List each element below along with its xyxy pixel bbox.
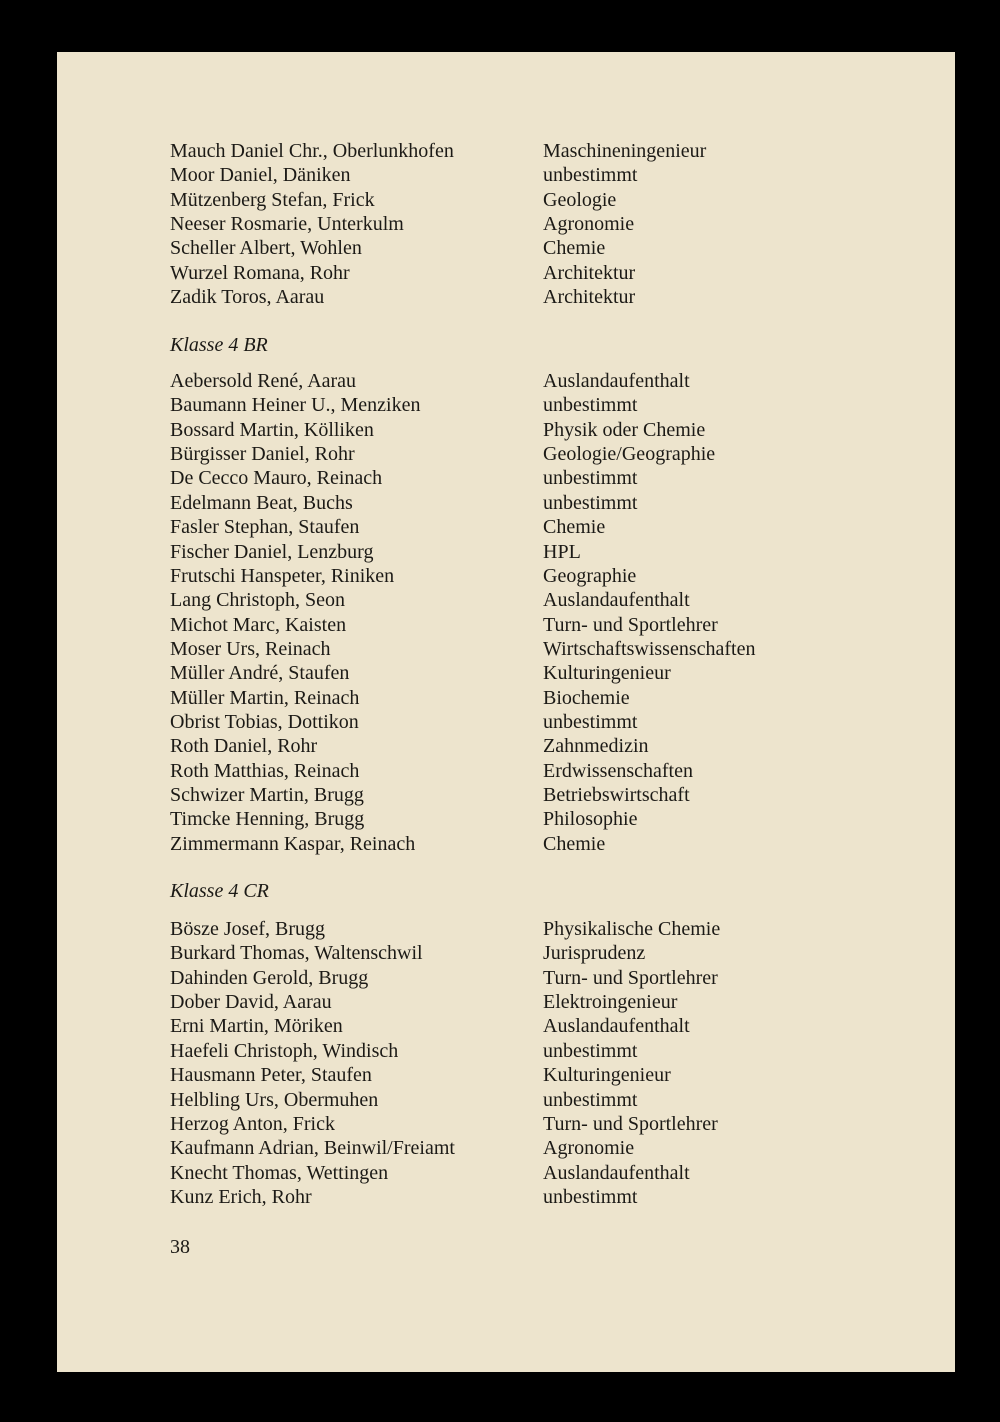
- student-name: Baumann Heiner U., Menziken: [170, 394, 421, 417]
- student-name: Edelmann Beat, Buchs: [170, 491, 353, 514]
- study-field: Auslandaufenthalt: [543, 1015, 690, 1038]
- list-item: [57, 1063, 955, 1087]
- student-name: Bossard Martin, Kölliken: [170, 418, 374, 441]
- study-field: Erdwissenschaften: [543, 759, 693, 782]
- list-item: [57, 564, 955, 588]
- list-item: [57, 807, 955, 831]
- study-field: Philosophie: [543, 808, 638, 831]
- student-name: Lang Christoph, Seon: [170, 589, 345, 612]
- list-item: [57, 1185, 955, 1209]
- study-field: Turn- und Sportlehrer: [543, 1112, 718, 1135]
- study-field: Auslandaufenthalt: [543, 370, 690, 392]
- student-name: Mauch Daniel Chr., Oberlunkhofen: [170, 140, 454, 162]
- student-name: Müller André, Staufen: [170, 662, 350, 685]
- student-name: Aebersold René, Aarau: [170, 370, 357, 392]
- list-item: [57, 1014, 955, 1038]
- study-field: Betriebswirtschaft: [543, 784, 690, 806]
- list-item: [57, 1161, 955, 1185]
- list-item: [57, 139, 955, 163]
- list-item: [57, 418, 955, 442]
- study-field: Physik oder Chemie: [543, 418, 706, 441]
- list-item: [57, 917, 955, 941]
- list-item: [57, 491, 955, 515]
- list-item: [57, 466, 955, 490]
- study-field: Elektroingenieur: [543, 991, 678, 1013]
- list-item: [57, 759, 955, 783]
- study-field: Geographie: [543, 564, 637, 587]
- student-name: Frutschi Hanspeter, Riniken: [170, 564, 395, 587]
- study-field: unbestimmt: [543, 1088, 638, 1111]
- document-page: [57, 52, 955, 1372]
- study-field: Maschineningenieur: [543, 140, 707, 162]
- study-field: Chemie: [543, 832, 606, 855]
- study-field: Agronomie: [543, 213, 635, 236]
- list-item: [57, 588, 955, 612]
- list-item: [57, 832, 955, 856]
- study-field: unbestimmt: [543, 710, 638, 733]
- student-name: Scheller Albert, Wohlen: [170, 237, 362, 260]
- list-item: [57, 540, 955, 564]
- study-field: unbestimmt: [543, 164, 638, 187]
- student-name: Timcke Henning, Brugg: [170, 808, 365, 831]
- study-field: unbestimmt: [543, 394, 638, 417]
- list-item: [57, 1039, 955, 1063]
- list-item: [57, 966, 955, 990]
- study-field: Agronomie: [543, 1137, 635, 1160]
- student-name: Kaufmann Adrian, Beinwil/Freiamt: [170, 1137, 455, 1160]
- list-item: [57, 369, 955, 393]
- student-name: Bürgisser Daniel, Rohr: [170, 443, 355, 466]
- study-field: unbestimmt: [543, 1185, 638, 1208]
- student-name: Knecht Thomas, Wettingen: [170, 1161, 389, 1184]
- study-field: Chemie: [543, 516, 606, 539]
- student-name: Helbling Urs, Obermuhen: [170, 1088, 379, 1111]
- list-item: [57, 637, 955, 661]
- study-field: unbestimmt: [543, 467, 638, 490]
- study-field: Turn- und Sportlehrer: [543, 613, 718, 636]
- student-name: Obrist Tobias, Dottikon: [170, 710, 359, 733]
- list-item: [57, 734, 955, 758]
- list-item: [57, 393, 955, 417]
- list-item: [57, 285, 955, 309]
- student-name: De Cecco Mauro, Reinach: [170, 467, 383, 490]
- student-name: Dahinden Gerold, Brugg: [170, 966, 369, 989]
- student-name: Wurzel Romana, Rohr: [170, 261, 350, 284]
- study-field: Geologie: [543, 188, 617, 211]
- student-name: Dober David, Aarau: [170, 991, 332, 1013]
- student-name: Hausmann Peter, Staufen: [170, 1064, 372, 1087]
- student-name: Roth Matthias, Reinach: [170, 759, 360, 782]
- list-item: [57, 261, 955, 285]
- student-name: Michot Marc, Kaisten: [170, 613, 347, 636]
- study-field: Wirtschaftswissenschaften: [543, 637, 756, 660]
- list-item: [57, 1112, 955, 1136]
- student-name: Bösze Josef, Brugg: [170, 918, 325, 940]
- list-item: [57, 515, 955, 539]
- study-field: Jurisprudenz: [543, 942, 646, 965]
- study-field: Geologie/Geographie: [543, 443, 716, 466]
- study-field: Zahnmedizin: [543, 735, 649, 758]
- list-item: [57, 188, 955, 212]
- list-item: [57, 941, 955, 965]
- list-item: [57, 686, 955, 710]
- section-heading: Klasse 4 CR: [170, 880, 269, 902]
- student-name: Burkard Thomas, Waltenschwil: [170, 942, 423, 965]
- student-name: Herzog Anton, Frick: [170, 1112, 335, 1135]
- list-item: [57, 990, 955, 1014]
- list-item: [57, 783, 955, 807]
- section-heading: Klasse 4 BR: [170, 334, 268, 356]
- study-field: unbestimmt: [543, 1039, 638, 1062]
- student-name: Moor Daniel, Däniken: [170, 164, 351, 187]
- student-name: Fasler Stephan, Staufen: [170, 516, 360, 539]
- study-field: Biochemie: [543, 686, 630, 709]
- page-number: 38: [170, 1236, 190, 1258]
- study-field: Auslandaufenthalt: [543, 1161, 690, 1184]
- list-item: [57, 613, 955, 637]
- student-name: Moser Urs, Reinach: [170, 637, 331, 660]
- list-item: [57, 1136, 955, 1160]
- study-field: Kulturingenieur: [543, 1064, 671, 1087]
- list-item: [57, 710, 955, 734]
- student-name: Fischer Daniel, Lenzburg: [170, 540, 374, 563]
- study-field: Auslandaufenthalt: [543, 589, 690, 612]
- list-item: [57, 442, 955, 466]
- study-field: Architektur: [543, 261, 636, 284]
- study-field: Kulturingenieur: [543, 662, 671, 685]
- study-field: HPL: [543, 540, 581, 563]
- student-name: Neeser Rosmarie, Unterkulm: [170, 213, 404, 236]
- student-name: Zimmermann Kaspar, Reinach: [170, 832, 416, 855]
- study-field: unbestimmt: [543, 491, 638, 514]
- list-item: [57, 236, 955, 260]
- student-name: Schwizer Martin, Brugg: [170, 784, 364, 806]
- study-field: Architektur: [543, 286, 636, 309]
- list-item: [57, 1088, 955, 1112]
- list-item: [57, 661, 955, 685]
- student-name: Kunz Erich, Rohr: [170, 1185, 312, 1208]
- list-item: [57, 163, 955, 187]
- study-field: Turn- und Sportlehrer: [543, 966, 718, 989]
- study-field: Physikalische Chemie: [543, 918, 721, 940]
- study-field: Chemie: [543, 237, 606, 260]
- student-name: Müller Martin, Reinach: [170, 686, 360, 709]
- student-name: Mützenberg Stefan, Frick: [170, 188, 375, 211]
- student-name: Zadik Toros, Aarau: [170, 286, 325, 309]
- list-item: [57, 212, 955, 236]
- student-name: Erni Martin, Möriken: [170, 1015, 343, 1038]
- student-name: Roth Daniel, Rohr: [170, 735, 318, 758]
- student-name: Haefeli Christoph, Windisch: [170, 1039, 399, 1062]
